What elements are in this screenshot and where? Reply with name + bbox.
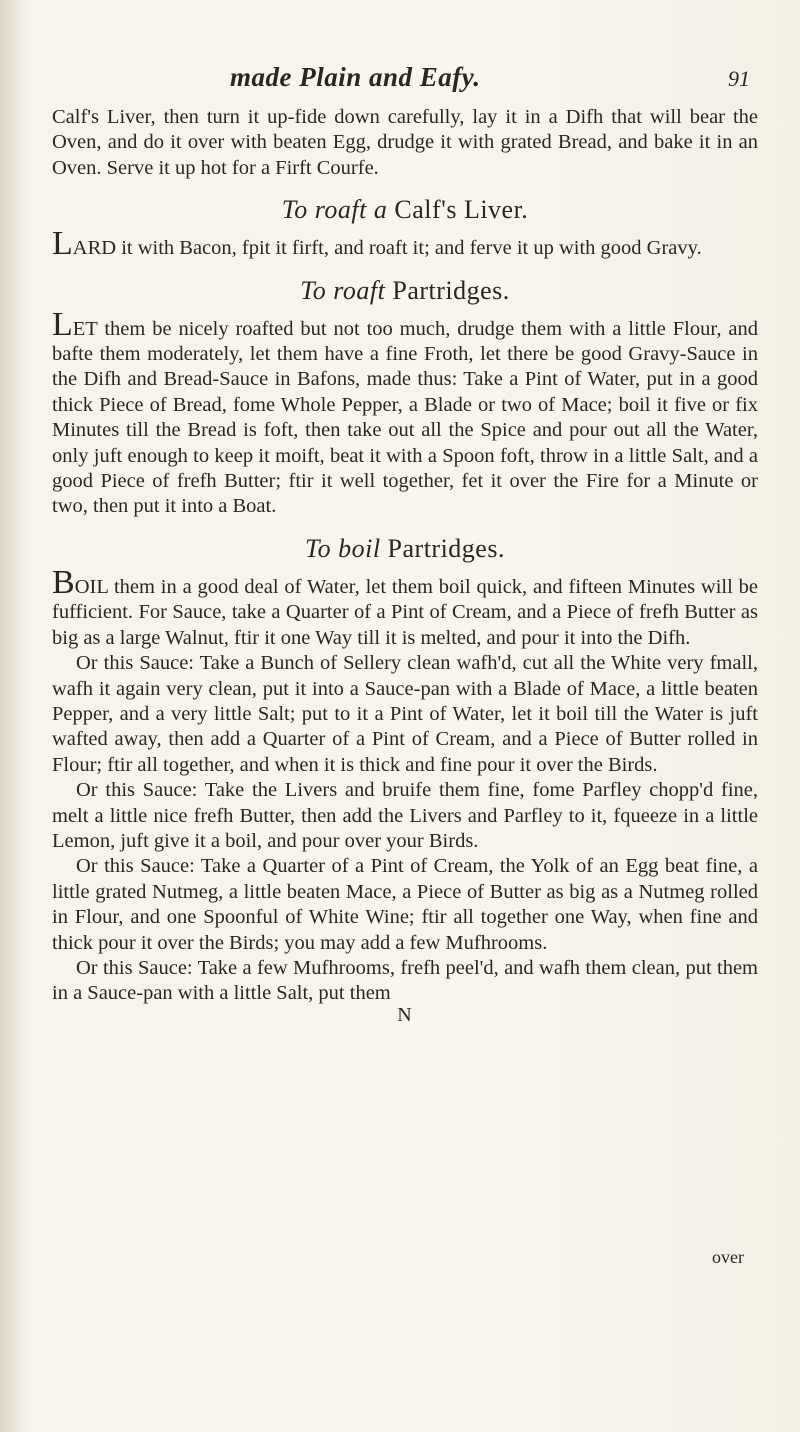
page-body <box>52 105 758 1028</box>
page-number: 91 <box>728 66 750 91</box>
recipe-heading <box>52 276 758 306</box>
catchword: over <box>712 1247 744 1267</box>
paragraph: Or this Sauce: Take a few Mufhrooms, frefh peel'd, and wafh them clean, put them in a Sauce-pan with a little Salt, put them <box>52 956 758 1005</box>
drop-initial: L <box>52 225 73 263</box>
page-gutter-shadow <box>0 0 22 1432</box>
paragraph-text: ARD it with Bacon, fpit it firft, and roaft it; and ferve it up with good Gravy. <box>72 237 702 260</box>
paragraph: Or this Sauce: Take a Bunch of Sellery clean wafh'd, cut all the White very fmall, wafh it again very clean, put it into a Sauce-pan with a Blade of Mace, a little beaten Pepper, and a very little Salt; put to it a Pint of Water, let it boil till the Water is juft wafted away, then add a Quarter of a Pint of Cream, and a Piece of Butter rolled in Flour; ftir all together, and when it is thick and fine pour it over the Birds. <box>52 652 758 776</box>
running-head-title: made Plain and Eafy. <box>230 62 481 92</box>
paragraph: Calf's Liver, then turn it up-fide down carefully, lay it in a Difh that will bear the Oven, and do it over with beaten Egg, drudge it with grated Bread, and bake it in an Oven. Serve it up hot for a Firft Courfe. <box>52 106 758 179</box>
paragraph-text: ET them be nicely roafted but not too much, drudge them with a little Flour, and bafte them moderately, let them have a fine Froth, let there be good Gravy-Sauce in the Difh and Bread-Sauce in Bafons, made thus: Take a Pint of Water, put in a good thick Piece of Bread, fome Whole Pepper, a Blade or two of Mace; boil it five or fix Minutes till the Bread is foft, then take out all the Spice and pour out all the Water, only juft enough to keep it moift, beat it with a Spoon foft, throw in a little Salt, and a good Piece of frefh Butter; ftir it well together, fet it over the Fire for a Minute or two, then put it into a Boat. <box>52 317 758 518</box>
recipe-heading <box>52 534 758 564</box>
recipe-heading-italic: To roaft a <box>281 195 388 225</box>
paragraph-text: OIL them in a good deal of Water, let them boil quick, and fifteen Minutes will be fufficient. For Sauce, take a Quarter of a Pint of Cream, and a Piece of frefh Butter as big as a large Walnut, ftir it one Way till it is melted, and pour it into the Difh. <box>52 575 758 649</box>
drop-initial: L <box>52 305 73 343</box>
paragraph: Or this Sauce: Take a Quarter of a Pint of Cream, the Yolk of an Egg beat fine, a little grated Nutmeg, a little beaten Mace, a Piece of Butter as big as a Nutmeg rolled in Flour, and one Spoonful of White Wine; ftir all together one Way, when fine and thick pour it over the Birds; you may add a few Mufhrooms. <box>52 855 758 954</box>
recipe-heading-text: Partridges. <box>392 275 510 305</box>
paragraph: Or this Sauce: Take the Livers and bruife them fine, fome Parfley chopp'd fine, melt a little nice frefh Butter, then add the Livers and Parfley to it, fqueeze in a little Lemon, juft give it a boil, and pour over your Birds. <box>52 779 758 852</box>
paragraph <box>52 305 758 520</box>
drop-initial: B <box>52 563 75 601</box>
paragraph <box>52 225 758 263</box>
recipe-heading-text: Calf's Liver. <box>394 195 529 225</box>
running-head <box>0 62 800 102</box>
recipe-heading-italic: To roaft <box>300 275 386 305</box>
paragraph <box>52 563 758 651</box>
signature-mark: N <box>397 1003 413 1026</box>
recipe-heading-text: Partridges. <box>387 533 505 563</box>
recipe-heading-italic: To boil <box>305 533 381 563</box>
recipe-heading <box>52 195 758 225</box>
